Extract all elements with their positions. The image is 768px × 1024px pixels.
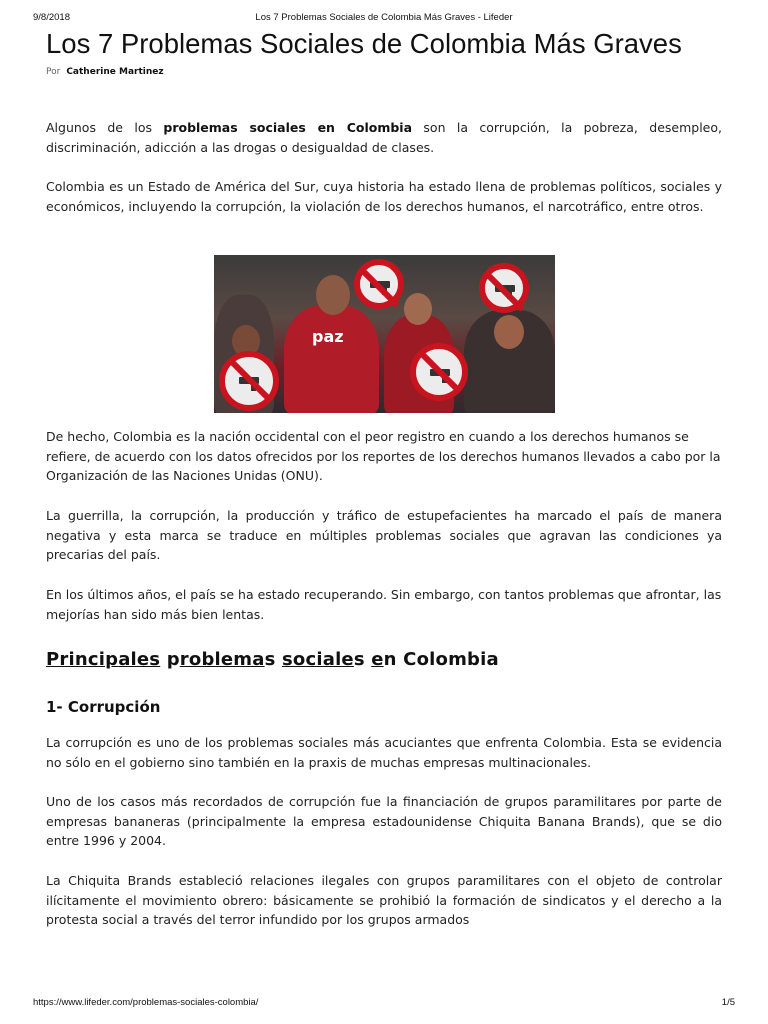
section-title-part: n Colombia bbox=[383, 649, 499, 670]
intro-text: Algunos de los bbox=[46, 120, 164, 135]
gun-icon bbox=[370, 281, 390, 288]
no-guns-sign bbox=[219, 351, 279, 411]
section-title-part: sociale bbox=[282, 649, 354, 670]
paragraph-corruption-3: La Chiquita Brands estableció relaciones ilegales con grupos paramilitares con el objeto de controlar ilícitamente el movimiento obrero: básicamente se prohibió la formación de sindicatos y el derecho a la protesta social a través del terror infundido por los grupos armados bbox=[46, 873, 722, 927]
section-title-part: Princip bbox=[46, 649, 119, 670]
print-footer bbox=[33, 997, 735, 1011]
paragraph-corruption-2: Uno de los casos más recordados de corrupción fue la financiación de grupos paramilitares por parte de empresas bananeras (principalmente la empresa estadounidense Chiquita Banana Brands), que se dio entre 1996 y 2004. bbox=[46, 794, 722, 848]
subsection-title: 1- Corrupción bbox=[46, 698, 161, 716]
paragraph-recovery: En los últimos años, el país se ha estado recuperando. Sin embargo, con tantos problemas que afrontar, las mejorías han sido más bien lentas. bbox=[46, 587, 722, 622]
section-title bbox=[46, 649, 722, 670]
paragraph-onu: De hecho, Colombia es la nación occidental con el peor registro en cuando a los derechos humanos se refiere, de acuerdo con los datos ofrecidos por los reportes de los derechos humanos llevados a cabo por la Organización de las Naciones Unidas (ONU). bbox=[46, 429, 721, 483]
byline bbox=[46, 67, 722, 81]
paragraph-corruption-1: La corrupción es uno de los problemas sociales más acuciantes que enfrenta Colombia. Esta se evidencia no sólo en el gobierno sino también en la praxis de muchas empresas multinacionales. bbox=[46, 735, 722, 770]
article-title: Los 7 Problemas Sociales de Colombia Más Graves bbox=[46, 28, 682, 59]
section-title-part: p bbox=[160, 649, 180, 670]
print-header bbox=[33, 12, 735, 26]
no-guns-sign bbox=[410, 343, 468, 401]
byline-prefix: Por bbox=[46, 67, 61, 77]
section-title-part: s bbox=[264, 649, 282, 670]
photo-head bbox=[404, 293, 432, 325]
photo-head bbox=[316, 275, 350, 315]
gun-icon bbox=[430, 369, 450, 376]
section-title-part: s bbox=[353, 649, 372, 670]
no-guns-sign bbox=[479, 263, 529, 313]
print-url[interactable]: https://www.lifeder.com/problemas-sociales-colombia/ bbox=[33, 997, 259, 1008]
print-doc-title: Los 7 Problemas Sociales de Colombia Más Graves - Lifeder bbox=[255, 12, 513, 23]
intro-paragraph-2: Colombia es un Estado de América del Sur, cuya historia ha estado llena de problemas políticos, sociales y económicos, incluyendo la corrupción, la violación de los derechos humanos, el narcotráfico, entre otros. bbox=[46, 179, 722, 214]
paragraph-guerrilla: La guerrilla, la corrupción, la producción y tráfico de estupefacientes ha marcado el país de manera negativa y esta marca se traduce en múltiples problemas sociales que agravan las condiciones ya precarias del país. bbox=[46, 508, 722, 562]
page-number: 1/5 bbox=[721, 997, 735, 1008]
gun-icon bbox=[495, 285, 515, 292]
gun-icon bbox=[239, 377, 259, 384]
no-guns-sign bbox=[354, 259, 404, 309]
section-title-part: ales bbox=[118, 649, 161, 670]
print-date: 9/8/2018 bbox=[33, 12, 70, 23]
intro-paragraph-1 bbox=[46, 118, 722, 157]
article bbox=[46, 28, 722, 927]
photo-shirt-text: paz bbox=[312, 327, 344, 346]
intro-highlight[interactable]: problemas sociales en Colombia bbox=[163, 120, 413, 135]
photo-head bbox=[494, 315, 524, 349]
photo-person bbox=[284, 305, 379, 413]
author-name[interactable]: Catherine Martinez bbox=[66, 67, 164, 77]
section-title-part: roblema bbox=[179, 649, 265, 670]
section-title-part: e bbox=[371, 649, 384, 670]
intro-text-rest: son la corrupción, la pobreza, desempleo, discriminación, adicción a las drogas o desigualdad de clases. bbox=[46, 120, 722, 155]
protest-photo bbox=[214, 255, 555, 413]
